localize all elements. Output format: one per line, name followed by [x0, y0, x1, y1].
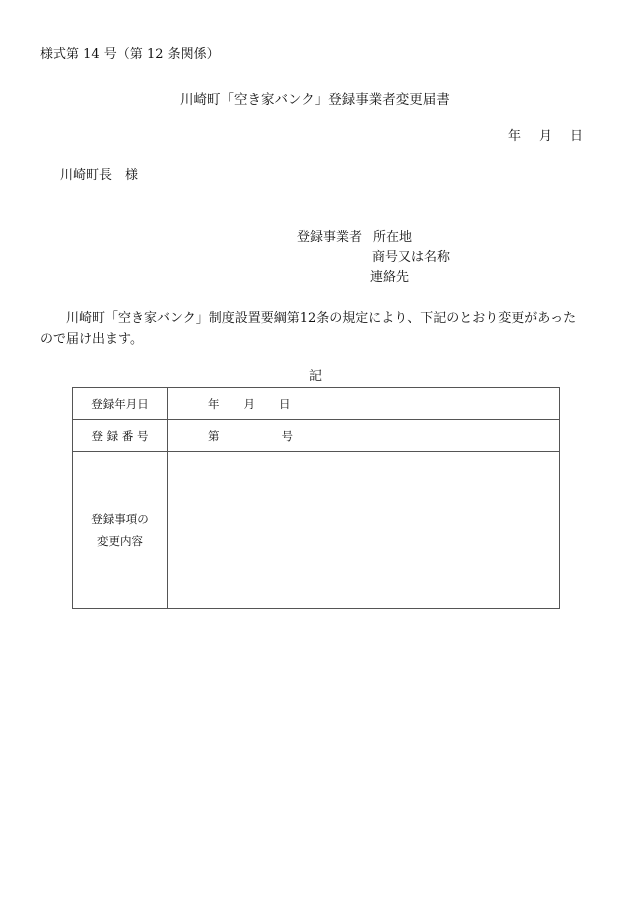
- body-text: 川崎町「空き家バンク」制度設置要綱第12条の規定により、下記のとおり変更があったので届け出ます。: [40, 311, 577, 347]
- change-content-label: [73, 452, 168, 609]
- registration-date-label: 登録年月日: [73, 388, 168, 420]
- ki-heading: 記: [309, 369, 323, 384]
- number-suffix: 号: [281, 428, 293, 443]
- table-row: [73, 452, 560, 609]
- applicant-label: 登録事業者: [297, 230, 363, 245]
- date-year: 年: [508, 129, 522, 144]
- change-content-label-line2: 変更内容: [97, 534, 143, 548]
- date-day: 日: [570, 129, 584, 144]
- registration-number-label: 登 録 番 号: [73, 420, 168, 452]
- addressee: 川崎町長 様: [60, 168, 139, 183]
- document-title: 川崎町「空き家バンク」登録事業者変更届書: [180, 92, 450, 108]
- number-prefix: 第: [208, 428, 220, 443]
- submission-date: [508, 129, 583, 145]
- applicant-address-label: 所在地: [373, 230, 413, 245]
- registration-date-value[interactable]: [168, 388, 560, 420]
- change-content-value[interactable]: [168, 452, 560, 609]
- reg-month: 月: [243, 396, 255, 411]
- date-month: 月: [539, 129, 553, 144]
- change-content-label-line1: 登録事項の: [91, 512, 149, 526]
- applicant-name-label: 商号又は名称: [372, 250, 451, 265]
- reg-year: 年: [208, 396, 220, 411]
- registration-number-value[interactable]: [168, 420, 560, 452]
- table-row: [73, 388, 560, 420]
- reg-day: 日: [279, 396, 291, 411]
- change-table: [72, 387, 560, 609]
- table-row: [73, 420, 560, 452]
- applicant-contact-label: 連絡先: [370, 270, 410, 285]
- form-number: 様式第 14 号（第 12 条関係）: [40, 47, 220, 62]
